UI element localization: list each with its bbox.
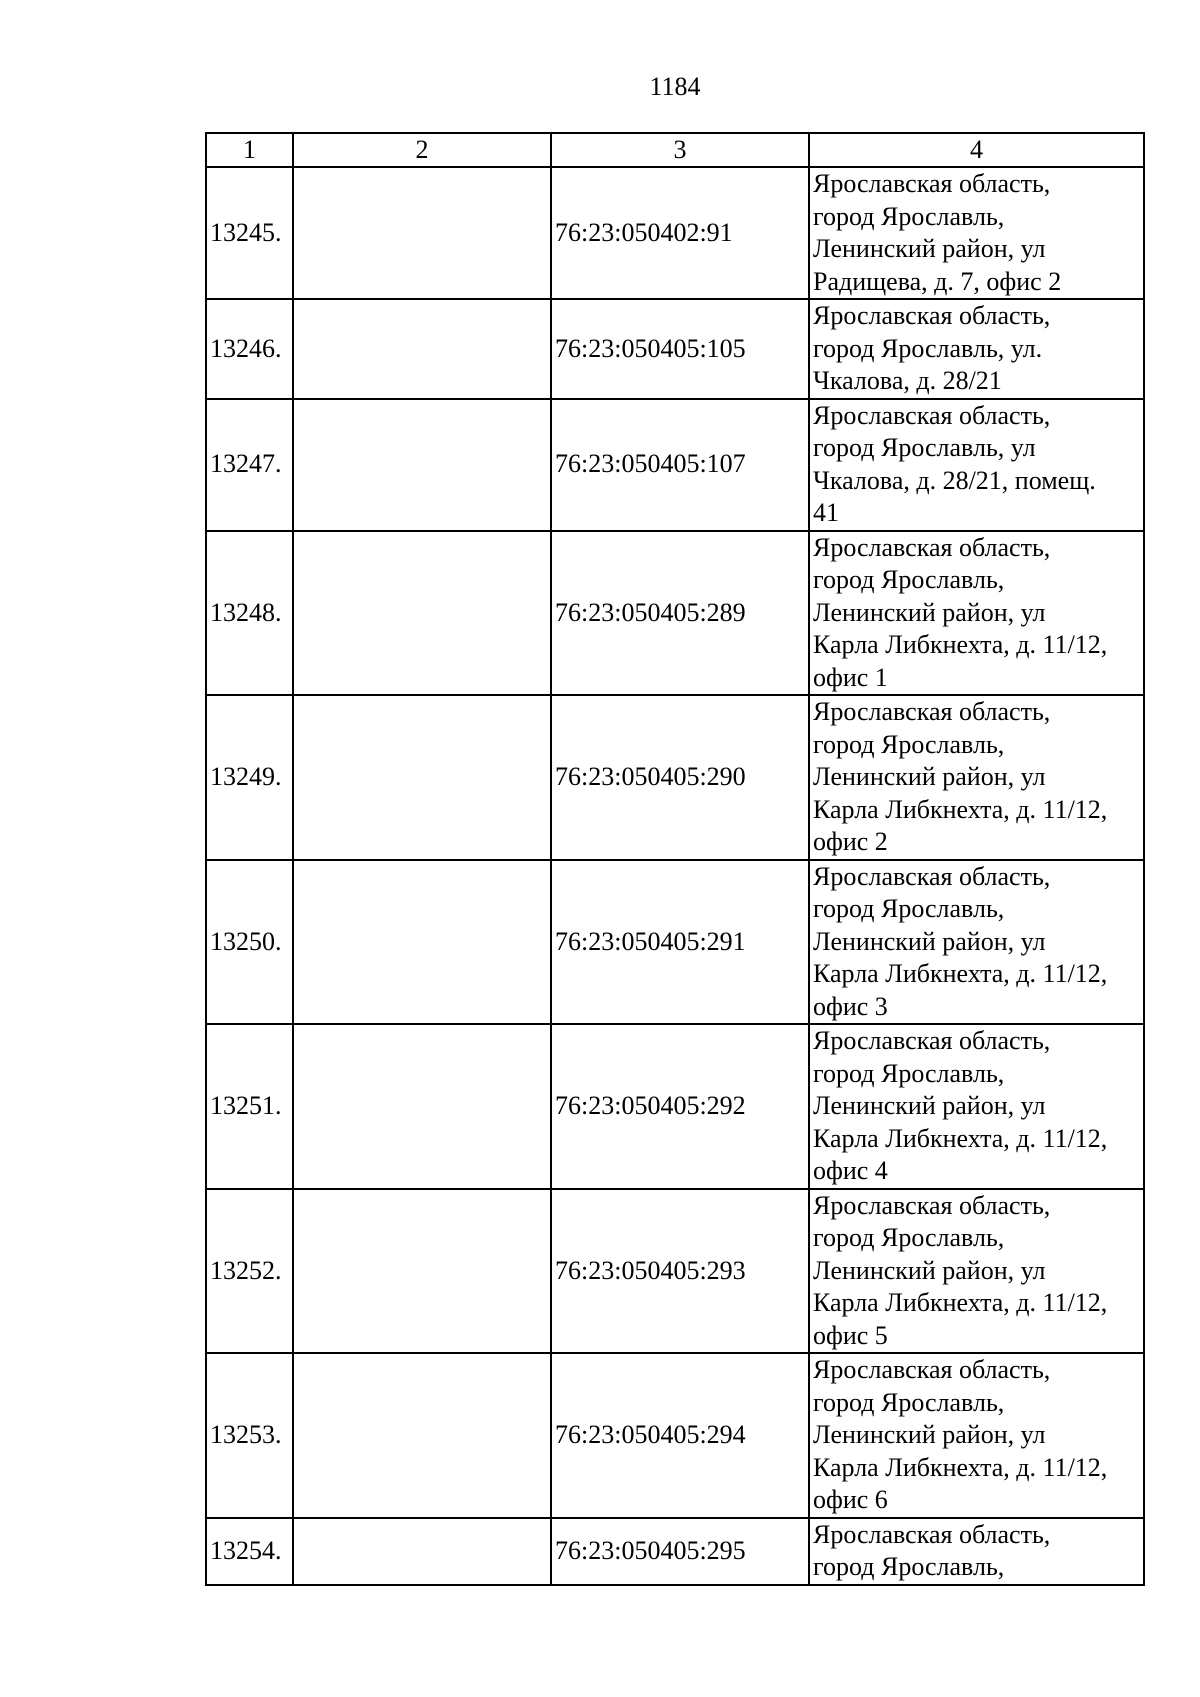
address-line: Карла Либкнехта, д. 11/12, xyxy=(813,1288,1108,1317)
address-line: город Ярославль, xyxy=(813,894,1005,923)
address-cell xyxy=(809,860,1144,1025)
address-line: город Ярославль, xyxy=(813,1387,1005,1417)
table-row xyxy=(206,1518,1144,1585)
table-row xyxy=(206,399,1144,531)
address-line: Ленинский район, ул xyxy=(813,234,1046,263)
address-line: офис 1 xyxy=(813,662,888,692)
table-row xyxy=(206,695,1144,860)
row-number-cell: 13246. xyxy=(206,299,293,399)
address-line: Ленинский район, ул xyxy=(813,1255,1046,1285)
column-2-cell xyxy=(293,1024,551,1189)
column-header-2: 2 xyxy=(293,133,551,167)
column-2-cell xyxy=(293,695,551,860)
address-line: Ярославская область, xyxy=(813,861,1051,891)
address-line: Ярославская область, xyxy=(813,1355,1051,1384)
table-header-row xyxy=(206,133,1144,167)
address-cell xyxy=(809,299,1144,399)
address-line: город Ярославль, xyxy=(813,729,1005,759)
address-line: Ленинский район, ул xyxy=(813,1420,1046,1449)
address-line: Ярославская область, xyxy=(813,1519,1051,1549)
cadastral-number-cell: 76:23:050402:91 xyxy=(551,167,809,299)
cadastral-number-cell: 76:23:050405:107 xyxy=(551,399,809,531)
address-line: Ярославская область, xyxy=(813,532,1051,562)
address-line: Ленинский район, ул xyxy=(813,762,1046,791)
address-cell xyxy=(809,1518,1144,1585)
address-line: город Ярославль, xyxy=(813,565,1005,594)
cadastral-number-cell: 76:23:050405:294 xyxy=(551,1353,809,1518)
table-row xyxy=(206,167,1144,299)
row-number-cell: 13249. xyxy=(206,695,293,860)
address-line: Ленинский район, ул xyxy=(813,926,1046,956)
address-cell xyxy=(809,1353,1144,1518)
row-number-cell: 13245. xyxy=(206,167,293,299)
address-line: город Ярославль, xyxy=(813,1552,1005,1581)
row-number-cell: 13253. xyxy=(206,1353,293,1518)
column-2-cell xyxy=(293,531,551,696)
address-line: Ярославская область, xyxy=(813,1190,1051,1220)
address-line: город Ярославль, xyxy=(813,201,1005,231)
cadastral-number-cell: 76:23:050405:293 xyxy=(551,1189,809,1354)
column-2-cell xyxy=(293,1353,551,1518)
address-cell xyxy=(809,695,1144,860)
address-cell xyxy=(809,399,1144,531)
row-number-cell: 13250. xyxy=(206,860,293,1025)
row-number-cell: 13252. xyxy=(206,1189,293,1354)
column-2-cell xyxy=(293,1518,551,1585)
cadastral-number-cell: 76:23:050405:289 xyxy=(551,531,809,696)
page-number: 1184 xyxy=(649,72,701,101)
column-header-3: 3 xyxy=(551,133,809,167)
address-line: Карла Либкнехта, д. 11/12, xyxy=(813,1123,1108,1153)
address-cell xyxy=(809,1189,1144,1354)
address-line: Карла Либкнехта, д. 11/12, xyxy=(813,794,1108,824)
table-row xyxy=(206,1024,1144,1189)
address-line: офис 2 xyxy=(813,827,888,856)
column-2-cell xyxy=(293,167,551,299)
cadastral-number-cell: 76:23:050405:105 xyxy=(551,299,809,399)
row-number-cell: 13251. xyxy=(206,1024,293,1189)
column-2-cell xyxy=(293,399,551,531)
address-line: офис 5 xyxy=(813,1320,888,1350)
address-line: Ярославская область, xyxy=(813,1026,1051,1055)
column-header-1: 1 xyxy=(206,133,293,167)
address-line: Ярославская область, xyxy=(813,697,1051,726)
address-line: офис 4 xyxy=(813,1156,888,1185)
column-header-4: 4 xyxy=(809,133,1144,167)
address-line: Чкалова, д. 28/21 xyxy=(813,366,1002,395)
column-2-cell xyxy=(293,860,551,1025)
table-row xyxy=(206,299,1144,399)
address-cell xyxy=(809,167,1144,299)
address-line: офис 3 xyxy=(813,991,888,1021)
registry-table xyxy=(205,132,1145,1586)
row-number-cell: 13247. xyxy=(206,399,293,531)
cadastral-number-cell: 76:23:050405:292 xyxy=(551,1024,809,1189)
address-line: город Ярославль, ул. xyxy=(813,333,1043,363)
table-body xyxy=(206,167,1144,1585)
address-line: 41 xyxy=(813,498,839,527)
address-line: город Ярославль, xyxy=(813,1058,1005,1088)
address-line: Радищева, д. 7, офис 2 xyxy=(813,266,1062,296)
address-cell xyxy=(809,1024,1144,1189)
address-line: город Ярославль, ул xyxy=(813,433,1036,462)
address-line: Карла Либкнехта, д. 11/12, xyxy=(813,959,1108,988)
address-cell xyxy=(809,531,1144,696)
cadastral-number-cell: 76:23:050405:290 xyxy=(551,695,809,860)
table-row xyxy=(206,1353,1144,1518)
address-line: Ярославская область, xyxy=(813,400,1051,430)
address-line: Ярославская область, xyxy=(813,169,1051,198)
table-row xyxy=(206,531,1144,696)
address-line: офис 6 xyxy=(813,1485,888,1514)
address-line: Ленинский район, ул xyxy=(813,1091,1046,1120)
address-line: Карла Либкнехта, д. 11/12, xyxy=(813,630,1108,659)
table-row xyxy=(206,860,1144,1025)
cadastral-number-cell: 76:23:050405:291 xyxy=(551,860,809,1025)
column-2-cell xyxy=(293,299,551,399)
address-line: Карла Либкнехта, д. 11/12, xyxy=(813,1452,1108,1482)
cadastral-number-cell: 76:23:050405:295 xyxy=(551,1518,809,1585)
table-row xyxy=(206,1189,1144,1354)
row-number-cell: 13254. xyxy=(206,1518,293,1585)
address-line: Ленинский район, ул xyxy=(813,597,1046,627)
address-line: Чкалова, д. 28/21, помещ. xyxy=(813,465,1096,495)
column-2-cell xyxy=(293,1189,551,1354)
address-line: Ярославская область, xyxy=(813,301,1051,330)
address-line: город Ярославль, xyxy=(813,1223,1005,1252)
row-number-cell: 13248. xyxy=(206,531,293,696)
